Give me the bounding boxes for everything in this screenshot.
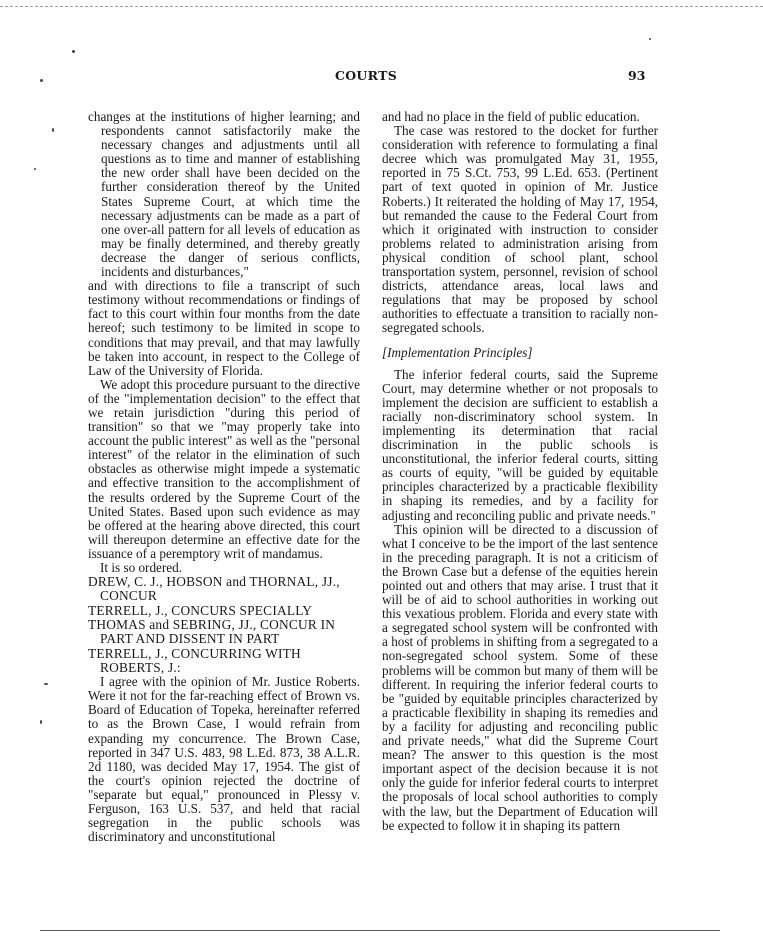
top-edge-rule <box>0 6 763 7</box>
page-header <box>0 68 763 88</box>
left-column <box>88 110 360 844</box>
paragraph: This opinion will be directed to a discussion of what I conceive to be the import of the last sentence in the preceding paragraph. It is not a criticism of the Brown Case but a defense of the equities herein pointed out and others that may arise. I trust that it will be of aid to school authorities in working out this vexatious problem. Florida and every state with a segregated school system will be confronted with a host of problems in shifting from a segregated to a non-segregated school system. Some of these problems will be common but many of them will be different. In requiring the inferior federal courts to be "guided by equitable principles characterized by a practicable flexibility in shaping its remedies and by a facility for adjusting and reconciling public and private needs," what did the Supreme Court mean? The answer to this question is the most important aspect of the decision because it is not only the guide for inferior federal courts to interpret the proposals of local school authorities to comply with the law, but the Department of Education will be expected to follow it in shaping its pattern <box>382 521 658 833</box>
paragraph: The inferior federal courts, said the Supreme Court, may determine whether or not proposals to implement the decision are sufficient to establish a racially non-discriminatory school system. In implementing its determination that racial discrimination in the public schools is unconstitutional, the inferior federal courts, sitting as courts of equity, "will be guided by equitable principles characterized by a practicable flexibility in shaping its remedies, and by a facility for adjusting and reconciling public and private needs." <box>382 366 658 523</box>
scan-speck <box>44 683 48 685</box>
concurrence-line: THOMAS and SEBRING, JJ., CONCUR IN PART AND DISSENT IN PART <box>88 616 336 647</box>
opinion-heading: TERRELL, J., CONCURRING WITH ROBERTS, J.: <box>88 645 301 675</box>
scan-speck <box>649 38 651 40</box>
scan-speck <box>72 50 75 53</box>
scan-speck <box>34 168 36 170</box>
paragraph: We adopt this procedure pursuant to the directive of the "implementation decision" to the effect that we retain jurisdiction "during this period of transition" so that we "may properly take into account the public interest" as well as the "personal interest" of the relator in the elimination of such obstacles as otherwise might impede a systematic and effective transition to the accomplishment of the results ordered by the Supreme Court of the United States. Based upon such evidence as may be offered at the hearing above directed, this court will thereupon determine an effective date for the issuance of a peremptory writ of mandamus. <box>88 376 360 561</box>
quoted-order-text: changes at the institutions of higher learning; and respondents cannot satisfactorily make the necessary changes and adjustments until all questions as to time and manner of establishing the new order shall have been decided on the further consideration thereof by the United States Supreme Court, at which time the necessary adjustments can be made as a part of one over-all pattern for all levels of education as may be finally determined, and thereby greatly decrease the danger of serious conflicts, incidents and disturbances," <box>88 109 360 280</box>
section-heading: [Implementation Principles] <box>382 344 533 360</box>
paragraph: I agree with the opinion of Mr. Justice Roberts. Were it not for the far-reaching effect of Brown vs. Board of Education of Topeka, hereinafter referred to as the Brown Case, I would refrain from expanding my concurrence. The Brown Case, reported in 347 U.S. 483, 98 L.Ed. 873, 38 A.L.R. 2d 1180, was decided May 17, 1954. The gist of the court's opinion rejected the doctrine of "separate but equal," pronounced in Plessy v. Ferguson, 163 U.S. 537, and held that racial segregation in the public schools was discriminatory and unconstitutional <box>88 674 360 845</box>
paragraph: The case was restored to the docket for further consideration with reference to formulating a final decree which was promulgated May 31, 1955, reported in 75 S.Ct. 753, 99 L.Ed. 653. (Pertinent part of text quoted in opinion of Mr. Justice Roberts.) It reiterated the holding of May 17, 1954, but remanded the cause to the Federal Court from which it originated with instruction to consider problems related to administration arising from physical condition of school plant, school transportation system, personnel, revision of school districts, attendance areas, local laws and regulations that may be proposed by school authorities to effectuate a transition to racially non-segregated schools. <box>382 123 658 336</box>
scan-speck <box>52 128 54 132</box>
paragraph: and had no place in the field of public education. <box>382 109 640 124</box>
concurrence-line: DREW, C. J., HOBSON and THORNAL, JJ., CONCUR <box>88 574 340 604</box>
running-title: COURTS <box>335 68 398 83</box>
bottom-edge-rule <box>40 930 720 931</box>
paragraph: It is so ordered. <box>100 560 183 575</box>
right-column <box>382 110 658 833</box>
paragraph: and with directions to file a transcript of such testimony without recommendations or findings of fact to this court within four months from the date hereof; such testimony to be limited in scope to conditions that may prevail, and that may lawfully be taken into account, in respect to the College of Law of the University of Florida. <box>88 278 360 378</box>
scan-speck <box>40 720 42 724</box>
page-number: 93 <box>628 68 646 83</box>
concurrence-line: TERRELL, J., CONCURS SPECIALLY <box>88 602 313 618</box>
